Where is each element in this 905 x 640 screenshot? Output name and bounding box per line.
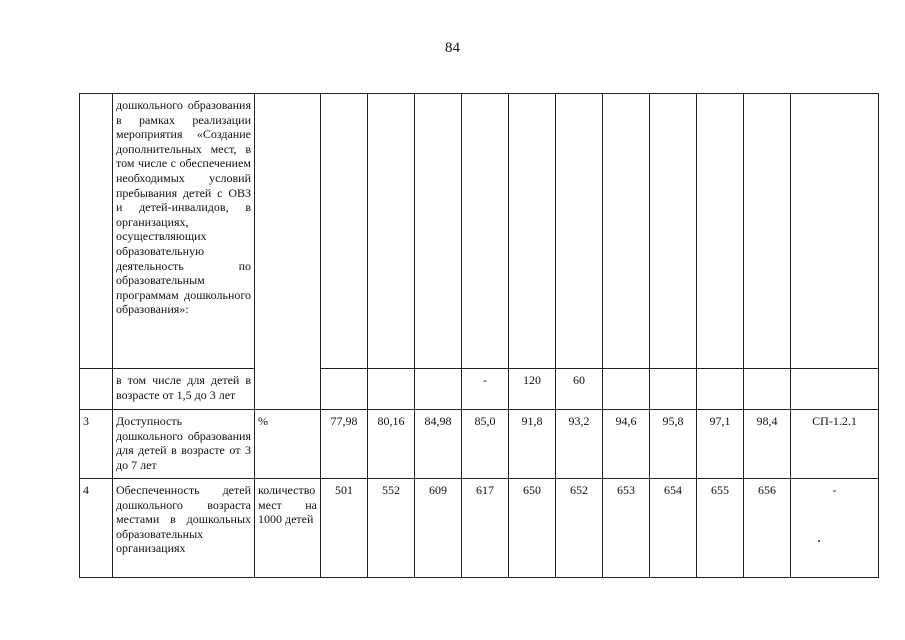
- value-cell: [556, 94, 603, 369]
- basis-cell: -: [791, 479, 879, 578]
- value-cell: 501: [321, 479, 368, 578]
- value-cell: 617: [462, 479, 509, 578]
- value-cell: [368, 94, 415, 369]
- value-cell: [509, 94, 556, 369]
- value-cell: [321, 94, 368, 369]
- table-row: [80, 479, 879, 578]
- value-cell: [603, 369, 650, 410]
- value-cell: 652: [556, 479, 603, 578]
- row-unit: %: [255, 410, 321, 479]
- row-index: 3: [80, 410, 113, 479]
- value-cell: 655: [697, 479, 744, 578]
- indicators-table: [79, 93, 879, 578]
- row-label: в том числе для детей в возрасте от 1,5 до 3 лет: [113, 369, 255, 410]
- value-cell: 77,98: [321, 410, 368, 479]
- value-cell: [744, 94, 791, 369]
- basis-cell: СП-1.2.1: [791, 410, 879, 479]
- row-label: Доступность дошкольного образования для детей в возрасте от 3 до 7 лет: [113, 410, 255, 479]
- value-cell: [650, 94, 697, 369]
- value-cell: -: [462, 369, 509, 410]
- value-cell: 85,0: [462, 410, 509, 479]
- basis-cell: [791, 94, 879, 369]
- value-cell: [368, 369, 415, 410]
- value-cell: [462, 94, 509, 369]
- value-cell: 650: [509, 479, 556, 578]
- row-index: 4: [80, 479, 113, 578]
- value-cell: [603, 94, 650, 369]
- value-cell: 93,2: [556, 410, 603, 479]
- value-cell: [650, 369, 697, 410]
- row-label: дошкольного образования в рамках реализации мероприятия «Создание дополнительных мест, в том числе с обеспечением необходимых условий пребывания детей с ОВЗ и детей-инвалидов, в организациях, осуществляющих образовательную деятельность по образовательным программам дошкольного образования»:: [113, 94, 255, 369]
- row-unit: количество мест на 1000 детей: [255, 479, 321, 578]
- value-cell: 95,8: [650, 410, 697, 479]
- row-index: [80, 369, 113, 410]
- value-cell: [321, 369, 368, 410]
- value-cell: 60: [556, 369, 603, 410]
- row-index: [80, 94, 113, 369]
- table-row: [80, 410, 879, 479]
- value-cell: [744, 369, 791, 410]
- value-cell: 609: [415, 479, 462, 578]
- table-row: [80, 94, 879, 369]
- value-cell: 653: [603, 479, 650, 578]
- value-cell: 552: [368, 479, 415, 578]
- row-label: Обеспеченность детей дошкольного возраста местами в дошкольных образовательных организациях: [113, 479, 255, 578]
- value-cell: [697, 94, 744, 369]
- value-cell: 120: [509, 369, 556, 410]
- table-row: [80, 369, 879, 410]
- value-cell: 80,16: [368, 410, 415, 479]
- value-cell: [415, 369, 462, 410]
- value-cell: 91,8: [509, 410, 556, 479]
- value-cell: [415, 94, 462, 369]
- value-cell: [697, 369, 744, 410]
- value-cell: 84,98: [415, 410, 462, 479]
- value-cell: 654: [650, 479, 697, 578]
- page-number: 84: [445, 40, 460, 56]
- value-cell: 98,4: [744, 410, 791, 479]
- value-cell: 94,6: [603, 410, 650, 479]
- row-unit: [255, 94, 321, 410]
- value-cell: 656: [744, 479, 791, 578]
- value-cell: 97,1: [697, 410, 744, 479]
- scan-speck: [818, 540, 820, 542]
- basis-cell: [791, 369, 879, 410]
